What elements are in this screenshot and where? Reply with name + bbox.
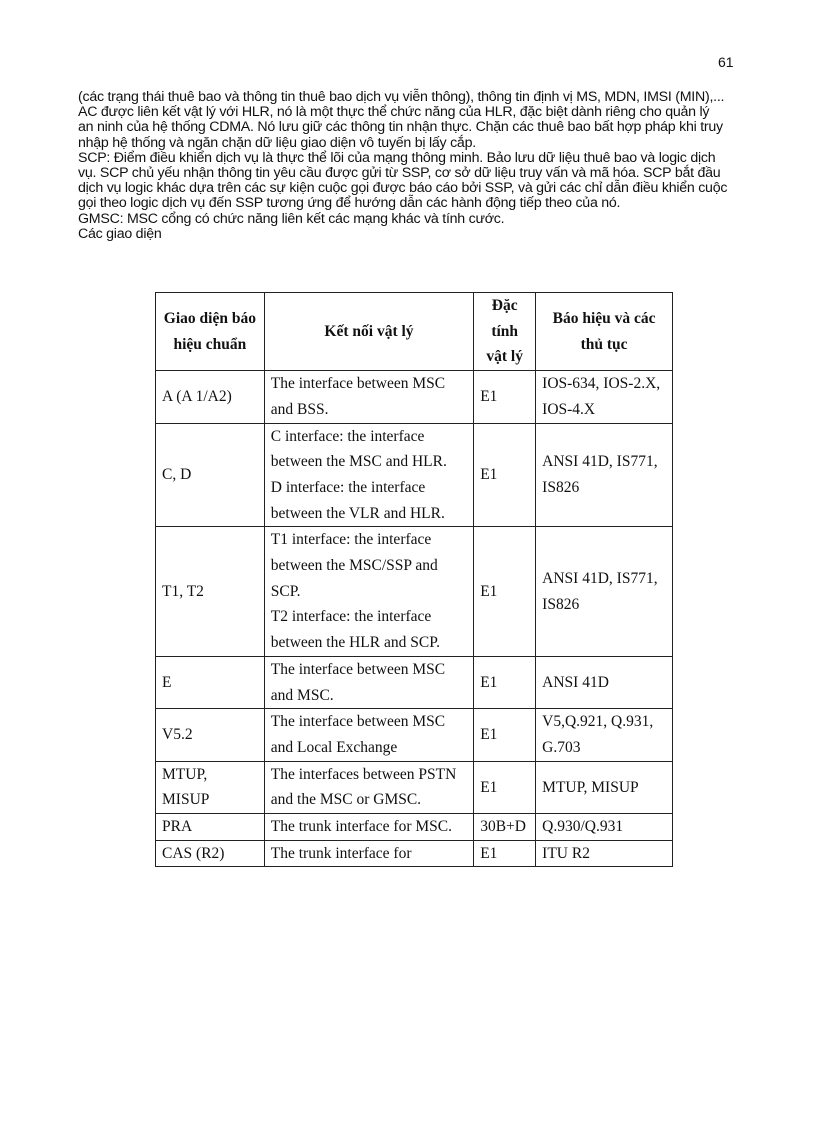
cell-physical: E1 — [474, 423, 536, 527]
cell-connection: The interfaces between PSTN and the MSC or GMSC. — [264, 761, 473, 813]
cell-interface: MTUP, MISUP — [156, 761, 265, 813]
cell-interface: T1, T2 — [156, 527, 265, 657]
cell-physical: E1 — [474, 527, 536, 657]
cell-connection: C interface: the interface between the MSC and HLR. D interface: the interface between the VLR and HLR. — [264, 423, 473, 527]
cell-connection: The trunk interface for MSC. — [264, 814, 473, 841]
table-row — [156, 761, 673, 813]
header-signaling: Báo hiệu và các thủ tục — [536, 293, 673, 371]
cell-interface: V5.2 — [156, 709, 265, 761]
paragraph-gmsc-description: GMSC: MSC cổng có chức năng liên kết các mạng khác và tính cước. — [78, 210, 505, 227]
header-connection: Kết nối vật lý — [264, 293, 473, 371]
paragraph-ac-description: (các trạng thái thuê bao và thông tin thuê bao dịch vụ viễn thông), thông tin định vị MS, MDN, IMSI (MIN),... AC được liên kết vật lý với HLR, nó là một thực thể chức năng của HLR, đặc biệt dành riêng cho quản lý an ninh của hệ thống CDMA. Nó lưu giữ các thông tin nhận thực. Chặn các thuê bao bất hợp pháp khi truy nhập hệ thống và ngăn chặn dữ liệu giao diện vô tuyến bị lấy cắp. — [78, 89, 725, 151]
paragraph-scp-description: SCP: Điểm điều khiển dịch vụ là thực thể lõi của mạng thông minh. Bảo lưu dữ liệu thuê bao và logic dịch vụ. SCP chủ yếu nhận thông tin yêu cầu được gửi từ SSP, cơ sở dữ liệu truy vấn và mã hóa. SCP bắt đầu dịch vụ logic khác dựa trên các sự kiện cuộc gọi được báo cáo bởi SSP, và gửi các chỉ dẫn điều khiển cuộc gọi theo logic dịch vụ đến SSP tương ứng để hướng dẫn các hành động tiếp theo của nó. — [78, 149, 728, 212]
header-interface: Giao diện báo hiệu chuẩn — [156, 293, 265, 371]
table-row — [156, 423, 673, 527]
cell-signaling: ANSI 41D, IS771, IS826 — [536, 423, 673, 527]
section-heading-interfaces: Các giao diện — [78, 225, 162, 242]
cell-physical: E1 — [474, 371, 536, 423]
cell-signaling: IOS-634, IOS-2.X, IOS-4.X — [536, 371, 673, 423]
cell-physical: E1 — [474, 840, 536, 867]
cell-signaling: ANSI 41D — [536, 656, 673, 708]
cell-signaling: MTUP, MISUP — [536, 761, 673, 813]
table-row — [156, 709, 673, 761]
cell-physical: E1 — [474, 709, 536, 761]
cell-interface: E — [156, 656, 265, 708]
cell-connection: The interface between MSC and Local Exchange — [264, 709, 473, 761]
cell-connection: The interface between MSC and MSC. — [264, 656, 473, 708]
table-header-row — [156, 293, 673, 371]
cell-signaling: Q.930/Q.931 — [536, 814, 673, 841]
cell-connection: The trunk interface for — [264, 840, 473, 867]
cell-signaling: ITU R2 — [536, 840, 673, 867]
page-number: 61 — [718, 54, 734, 70]
cell-connection: T1 interface: the interface between the MSC/SSP and SCP. T2 interface: the interface between the HLR and SCP. — [264, 527, 473, 657]
cell-signaling: V5,Q.921, Q.931, G.703 — [536, 709, 673, 761]
cell-physical: E1 — [474, 761, 536, 813]
table-row — [156, 371, 673, 423]
cell-interface: C, D — [156, 423, 265, 527]
body-text — [78, 90, 728, 242]
cell-interface: CAS (R2) — [156, 840, 265, 867]
table-row — [156, 814, 673, 841]
cell-physical: E1 — [474, 656, 536, 708]
table-row — [156, 656, 673, 708]
cell-signaling: ANSI 41D, IS771, IS826 — [536, 527, 673, 657]
header-physical: Đặc tính vật lý — [474, 293, 536, 371]
table-row — [156, 527, 673, 657]
cell-interface: PRA — [156, 814, 265, 841]
cell-physical: 30B+D — [474, 814, 536, 841]
interface-table — [155, 292, 673, 867]
table-row — [156, 840, 673, 867]
cell-connection: The interface between MSC and BSS. — [264, 371, 473, 423]
cell-interface: A (A 1/A2) — [156, 371, 265, 423]
